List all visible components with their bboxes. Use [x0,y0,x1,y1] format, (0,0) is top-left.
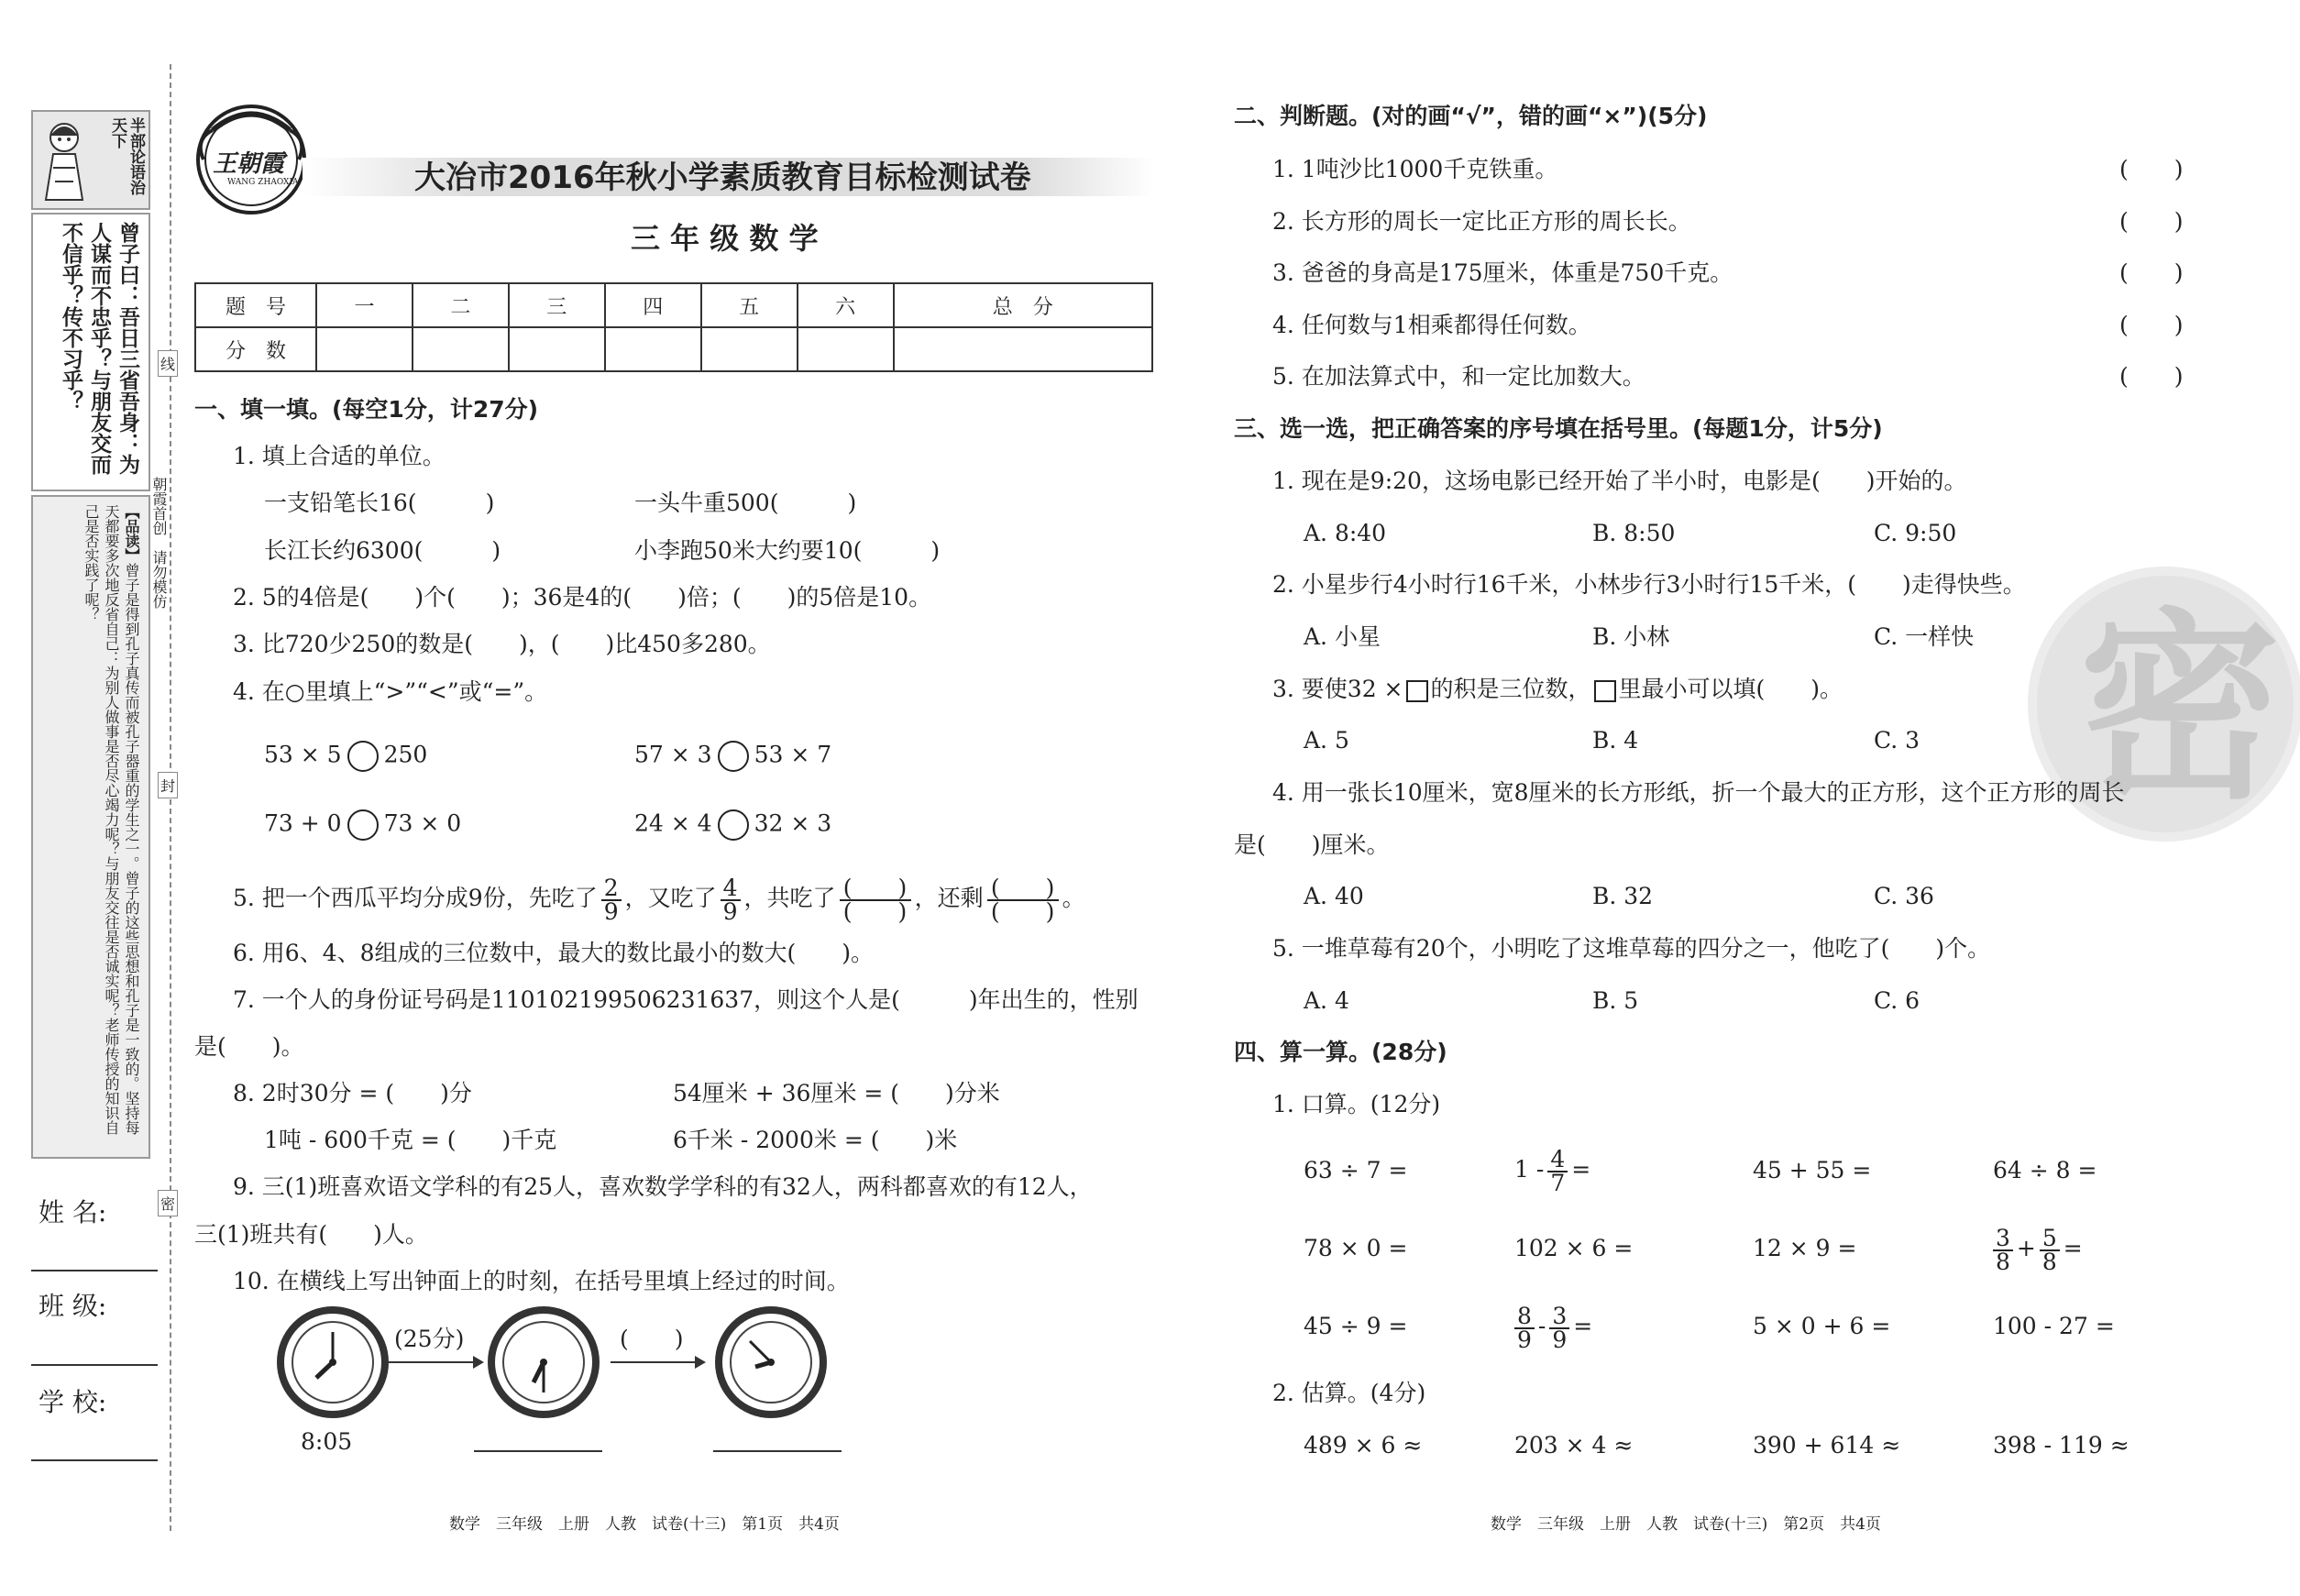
s2-item: 1. 1吨沙比1000千克铁重。 [1272,156,1558,182]
cut-mark-seal: 封 [158,772,178,798]
s1-q4c [264,809,461,841]
fraction [601,874,622,925]
score-cell[interactable] [605,327,701,371]
section4-title: 四、算一算。(28分) [1234,1039,1447,1065]
score-header: 二 [413,283,509,327]
s3-opt[interactable]: A. 40 [1304,883,1364,909]
s1-q4b [634,741,831,772]
numerator: 3 [1993,1227,2013,1251]
calc-item [1514,1144,1590,1195]
clock-1 [277,1306,389,1418]
reading-text: 曾子是得到孔子真传而被孔子器重的学生之一。曾子的这些思想和孔子是一致的。坚持每天都要多次地反省自己：为别人做事是否尽心竭力呢？与朋友交往是否诚实呢？老师传授的知识自己是否实践了呢？ [83,504,140,1135]
score-header: 一 [316,283,413,327]
s3-opt[interactable]: C. 一样快 [1874,623,1975,650]
s2-item: 2. 长方形的周长一定比正方形的周长长。 [1272,208,1691,235]
q5-text: ，共吃了 [743,885,836,911]
blank: ( ) [842,897,908,925]
s3-opt[interactable]: C. 9:50 [1874,520,1957,546]
compare-right: 32 × 3 [754,809,832,837]
s1-q4: 4. 在○里填上“>”“<”或“=”。 [233,678,548,705]
clock-1-time: 8:05 [301,1428,353,1455]
s3-opt[interactable]: C. 3 [1874,727,1920,754]
page-subtitle: 三 年 级 数 学 [631,221,819,256]
s3-q4b: 是( )厘米。 [1234,831,1390,858]
calc-item: 12 × 9 = [1753,1235,1857,1261]
section1-title: 一、填一填。(每空1分，计27分) [194,396,539,423]
compare-right: 73 × 0 [383,809,462,837]
denominator: 9 [722,897,738,925]
arrow-1-label: (25分) [394,1326,465,1352]
s3-opt[interactable]: B. 4 [1592,727,1639,754]
s1-q1b: 一头牛重500( ) [634,490,857,516]
score-cell[interactable] [701,327,798,371]
numerator: 8 [1514,1305,1535,1329]
calc-text: + [2016,1235,2036,1261]
s1-q7b: 是( )。 [194,1033,304,1060]
s1-q1d: 小李跑50米大约要10( ) [634,537,941,564]
name-label: 姓 名: [39,1197,107,1227]
watermark-text: 密 [2079,591,2282,826]
s2-answer-blank[interactable]: ( ) [2119,208,2184,235]
clock-3-answer-line[interactable] [713,1450,842,1452]
s3-opt[interactable]: B. 小林 [1592,623,1670,650]
calc-item [1511,1301,1592,1352]
calc-item: 64 ÷ 8 = [1993,1157,2097,1183]
calc-item: 100 - 27 = [1993,1313,2115,1339]
s3-q1: 1. 现在是9:20，这场电影已经开始了半小时，电影是( )开始的。 [1272,468,1967,494]
s1-q2: 2. 5的4倍是( )个( )；36是4的( )倍；( )的5倍是10。 [233,584,932,611]
s2-item: 4. 任何数与1相乘都得任何数。 [1272,312,1591,338]
calc-text: - [1537,1313,1546,1339]
class-field[interactable] [31,1364,158,1366]
blank: ( ) [840,877,911,901]
calc-item: 78 × 0 = [1304,1235,1408,1261]
compare-circle[interactable] [347,809,379,841]
denominator: 8 [1996,1248,2010,1275]
fraction [2040,1224,2060,1275]
s3-opt[interactable]: A. 5 [1304,727,1349,754]
fraction [1993,1224,2013,1275]
compare-circle[interactable] [347,741,379,772]
sidebar-reading [81,504,141,1146]
s2-item: 3. 爸爸的身高是175厘米，体重是750千克。 [1272,259,1733,286]
s2-answer-blank[interactable]: ( ) [2119,259,2184,286]
section3-title: 三、选一选，把正确答案的序号填在括号里。(每题1分，计5分) [1234,415,1883,442]
blank: ( ) [990,897,1055,925]
fraction [1547,1145,1568,1196]
fraction [1514,1302,1535,1353]
s1-q1c: 长江长约6300( ) [264,537,501,564]
s1-q8b: 54厘米 + 36厘米 = ( )分米 [673,1080,1000,1106]
clock-2-answer-line[interactable] [474,1450,602,1452]
calc-item: 63 ÷ 7 = [1304,1157,1408,1183]
estimate-item: 398 - 119 ≈ [1993,1432,2129,1458]
estimate-item: 489 × 6 ≈ [1304,1432,1423,1458]
estimate-item: 203 × 4 ≈ [1514,1432,1634,1458]
compare-left: 57 × 3 [634,741,712,768]
compare-circle[interactable] [718,809,749,841]
fraction-blank[interactable] [987,874,1059,925]
q5-text: 5. 把一个西瓜平均分成9份，先吃了 [233,885,598,911]
s3-q3 [1272,676,1843,703]
school-field[interactable] [31,1459,158,1461]
denominator: 7 [1550,1169,1566,1196]
s4-q1: 1. 口算。(12分) [1272,1091,1441,1117]
s4-q2: 2. 估算。(4分) [1272,1380,1426,1406]
s3-q5: 5. 一堆草莓有20个，小明吃了这堆草莓的四分之一，他吃了( )个。 [1272,935,1991,962]
s1-q10: 10. 在横线上写出钟面上的时刻，在括号里填上经过的时间。 [233,1268,850,1294]
calc-item: 45 + 55 = [1753,1157,1872,1183]
score-row-label: 分 数 [195,327,316,371]
s3-opt[interactable]: A. 小星 [1304,623,1381,650]
q3-text: 3. 要使32 × [1272,676,1403,702]
logo-text: 王朝霞 [213,150,285,178]
s3-opt[interactable]: B. 8:50 [1592,520,1676,546]
q3-text: 的积是三位数， [1430,676,1591,702]
s1-q3: 3. 比720少250的数是( )，( )比450多280。 [233,631,771,657]
compare-right: 53 × 7 [754,741,832,768]
s2-answer-blank[interactable]: ( ) [2119,312,2184,338]
cut-mark-secret: 密 [158,1190,178,1216]
q5-text: ，还剩 [914,885,984,911]
score-header: 总 分 [894,283,1152,327]
page-title: 大冶市2016年秋小学素质教育目标检测试卷 [414,160,1031,196]
sidebar-header-box [31,110,150,210]
calc-item: 102 × 6 = [1514,1235,1634,1261]
fraction [721,874,741,925]
score-header: 题 号 [195,283,316,327]
s3-opt[interactable]: B. 5 [1592,987,1639,1014]
numerator: 2 [601,877,622,901]
s1-q8a: 8. 2时30分 = ( )分 [233,1080,472,1106]
s3-opt[interactable]: C. 36 [1874,883,1934,909]
denominator: 8 [2041,1248,2057,1275]
score-header: 六 [798,283,894,327]
school-label: 学 校: [39,1387,107,1417]
calc-text: = [2063,1235,2083,1261]
q5-text: 。 [1062,885,1085,911]
score-table-row [195,327,1152,371]
s3-q4a: 4. 用一张长10厘米，宽8厘米的长方形纸，折一个最大的正方形，这个正方形的周长 [1272,779,2125,806]
sidebar-box-label: 半部论语治天下 [108,117,145,195]
s1-q1: 1. 填上合适的单位。 [233,443,446,469]
s3-opt[interactable]: B. 32 [1592,883,1654,909]
numerator: 4 [1547,1149,1568,1172]
s1-q8d: 6千米 - 2000米 = ( )米 [673,1127,958,1153]
score-header: 四 [605,283,701,327]
sidebar-reading-box [31,495,150,1159]
s1-q4d [634,809,831,841]
arrow-1 [389,1361,480,1363]
calc-text: = [1573,1313,1593,1339]
cut-mark-line: 线 [158,350,178,377]
denominator: 9 [603,897,619,925]
calc-text: = [1571,1156,1591,1183]
compare-right: 250 [383,741,428,768]
arrow-2-label[interactable]: ( ) [620,1326,684,1352]
sidebar-quote: 曾子曰：吾日三省吾身：为人谋而不忠乎？与朋友交而不信乎？传不习乎？ [59,222,139,475]
denominator: 9 [1517,1326,1532,1353]
denominator: 9 [1552,1326,1568,1353]
blank: ( ) [987,877,1059,901]
footer-right: 数学 三年级 上册 人教 试卷(十三) 第2页 共4页 [1491,1515,1881,1534]
score-cell[interactable] [413,327,509,371]
arrow-1-head [473,1356,484,1369]
calc-text: 1 - [1514,1156,1545,1183]
s1-q9b: 三(1)班共有( )人。 [194,1221,428,1248]
score-cell[interactable] [316,327,413,371]
s1-q6: 6. 用6、4、8组成的三位数中，最大的数比最小的数大( )。 [233,940,875,966]
calc-item: 45 ÷ 9 = [1304,1313,1408,1339]
compare-left: 53 × 5 [264,741,342,768]
s3-opt[interactable]: A. 8:40 [1304,520,1387,546]
sidebar [31,110,149,1164]
s1-q9a: 9. 三(1)班喜欢语文学科的有25人，喜欢数学学科的有32人，两科都喜欢的有12人， [233,1173,1093,1200]
section2-title: 二、判断题。(对的画“√”，错的画“×”)(5分) [1234,103,1708,129]
compare-left: 24 × 4 [634,809,712,837]
name-field[interactable] [31,1270,158,1271]
s1-q8c: 1吨 - 600千克 = ( )千克 [264,1127,557,1153]
calc-item [1989,1223,2083,1274]
sidebar-quote-box [31,213,150,491]
class-label: 班 级: [39,1291,107,1321]
s2-item: 5. 在加法算式中，和一定比加数大。 [1272,363,1645,390]
score-table-header-row [195,283,1152,327]
arrow-2-head [695,1356,706,1369]
s3-q2: 2. 小星步行4小时行16千米，小林步行3小时行15千米，( )走得快些。 [1272,571,2026,598]
blank-square [1406,680,1428,702]
fraction [1549,1302,1569,1353]
compare-circle[interactable] [718,741,749,772]
s3-opt[interactable]: C. 6 [1874,987,1920,1014]
s1-q1a: 一支铅笔长16( ) [264,490,495,516]
numerator: 3 [1549,1305,1569,1329]
reading-title: 【品读】 [123,504,140,563]
calc-item: 5 × 0 + 6 = [1753,1313,1891,1339]
blank-square [1594,680,1616,702]
clock-2 [488,1306,600,1418]
score-cell[interactable] [894,327,1152,371]
arrow-2 [611,1361,702,1363]
estimate-item: 390 + 614 ≈ [1753,1432,1901,1458]
clock-3 [715,1306,827,1418]
fraction-blank[interactable] [840,874,911,925]
q5-text: ，又吃了 [624,885,717,911]
logo-sub: WANG ZHAOXIA [227,178,299,187]
score-cell[interactable] [509,327,605,371]
logo [194,103,309,217]
footer-left: 数学 三年级 上册 人教 试卷(十三) 第1页 共4页 [449,1515,840,1534]
compare-left: 73 + 0 [264,809,342,837]
score-header: 三 [509,283,605,327]
s3-opt[interactable]: A. 4 [1304,987,1349,1014]
s2-answer-blank[interactable]: ( ) [2119,363,2184,390]
score-cell[interactable] [798,327,894,371]
copyright-note: 朝霞首创 请勿模仿 [150,477,168,609]
cartoon-figure-icon [37,117,92,202]
s1-q7a: 7. 一个人的身份证号码是110102199506231637，则这个人是( )年出生的，性别 [233,986,1139,1013]
s1-q5 [233,871,1085,926]
numerator: 5 [2040,1227,2060,1251]
score-header: 五 [701,283,798,327]
q3-text: 里最小可以填( )。 [1618,676,1843,702]
numerator: 4 [721,877,741,901]
score-table [194,282,1153,372]
s1-q4a [264,741,427,772]
s2-answer-blank[interactable]: ( ) [2119,156,2184,182]
